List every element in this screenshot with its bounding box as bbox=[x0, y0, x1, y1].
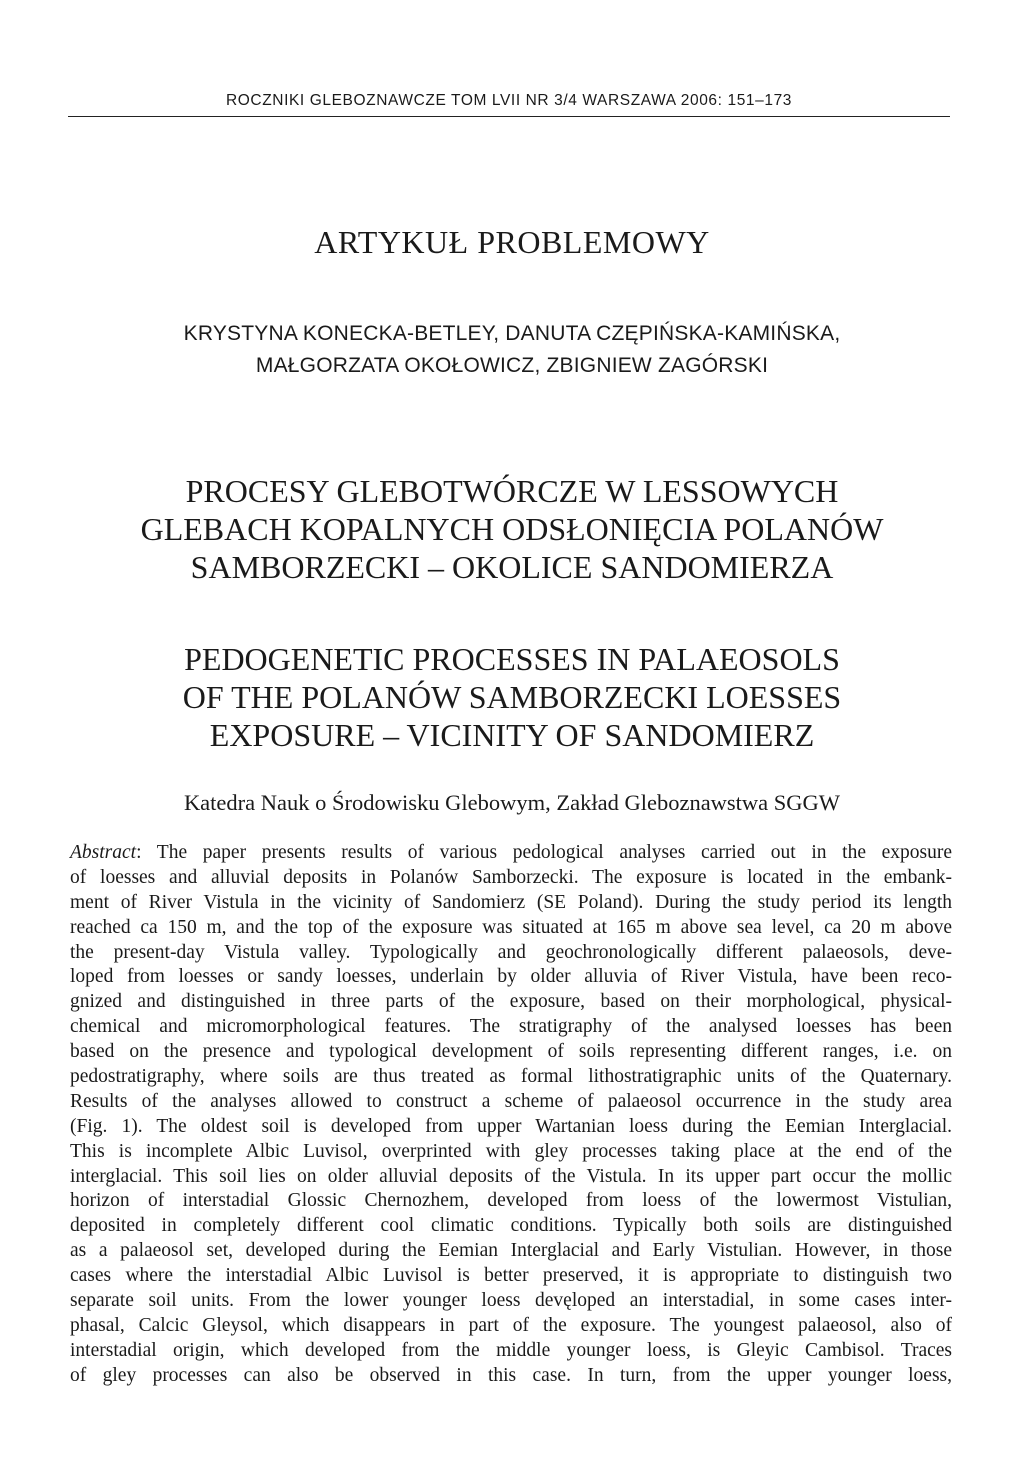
abstract-line: Results of the analyses allowed to construct a scheme of palaeosol occurrence in the study area bbox=[70, 1090, 952, 1112]
abstract-line: deposited in completely different cool climatic conditions. Typically both soils are distinguished bbox=[70, 1215, 952, 1237]
abstract-line: gnized and distinguished in three parts of the exposure, based on their morphological, physical- bbox=[70, 991, 952, 1013]
abstract-label: Abstract bbox=[70, 842, 137, 863]
running-header: ROCZNIKI GLEBOZNAWCZE TOM LVII NR 3/4 WARSZAWA 2006: 151–173 bbox=[225, 92, 793, 109]
title-polish-line-1: PROCESY GLEBOTWÓRCZE W LESSOWYCH bbox=[185, 473, 839, 509]
abstract-line: of loesses and alluvial deposits in Polanów Samborzecki. The exposure is located in the embank- bbox=[70, 866, 952, 888]
abstract bbox=[70, 841, 952, 1389]
affiliation: Katedra Nauk o Środowisku Glebowym, Zakład Gleboznawstwa SGGW bbox=[183, 790, 841, 815]
header-rule bbox=[68, 116, 950, 117]
title-polish-line-2: GLEBACH KOPALNYCH ODSŁONIĘCIA POLANÓW bbox=[140, 511, 884, 547]
title-english-line-3: EXPOSURE – VICINITY OF SANDOMIERZ bbox=[209, 717, 815, 753]
abstract-line: pedostratigraphy, where soils are thus treated as formal lithostratigraphic units of the Quaternary. bbox=[70, 1066, 952, 1088]
abstract-line: of gley processes can also be observed in this case. In turn, from the upper younger loess, bbox=[70, 1364, 952, 1386]
abstract-line: (Fig. 1). The oldest soil is developed from upper Wartanian loess during the Eemian Interglacial. bbox=[70, 1115, 952, 1137]
title-english bbox=[60, 640, 964, 754]
title-polish-line-3: SAMBORZECKI – OKOLICE SANDOMIERZA bbox=[190, 549, 834, 585]
abstract-line: based on the presence and typological development of soils representing different ranges, i.e. on bbox=[70, 1041, 952, 1063]
title-polish bbox=[60, 472, 964, 586]
abstract-line: the present-day Vistula valley. Typologically and geochronologically different palaeosols, deve- bbox=[70, 941, 952, 963]
abstract-line: ment of River Vistula in the vicinity of Sandomierz (SE Poland). During the study period its length bbox=[70, 891, 952, 913]
abstract-line: chemical and micromorphological features. The stratigraphy of the analysed loesses has been bbox=[70, 1016, 952, 1038]
authors bbox=[60, 318, 964, 382]
authors-line-2: MAŁGORZATA OKOŁOWICZ, ZBIGNIEW ZAGÓRSKI bbox=[255, 354, 769, 377]
abstract-line: horizon of interstadial Glossic Chernozhem, developed from loess of the lowermost Vistulian, bbox=[70, 1190, 952, 1212]
abstract-line: interglacial. This soil lies on older alluvial deposits of the Vistula. In its upper part occur the mollic bbox=[70, 1165, 952, 1187]
abstract-line: phasal, Calcic Gleysol, which disappears in part of the exposure. The youngest palaeosol, also of bbox=[70, 1314, 952, 1336]
abstract-line: as a palaeosol set, developed during the Eemian Interglacial and Early Vistulian. However, in those bbox=[70, 1240, 952, 1262]
abstract-line: This is incomplete Albic Luvisol, overprinted with gley processes taking place at the end of the bbox=[70, 1140, 952, 1162]
abstract-line: interstadial origin, which developed from the middle younger loess, is Gleyic Cambisol. Traces bbox=[70, 1339, 952, 1361]
abstract-line: cases where the interstadial Albic Luvisol is better preserved, it is appropriate to distinguish two bbox=[70, 1265, 952, 1287]
abstract-line: separate soil units. From the lower younger loess devęloped an interstadial, in some cases inter- bbox=[70, 1290, 952, 1312]
title-english-line-1: PEDOGENETIC PROCESSES IN PALAEOSOLS bbox=[184, 641, 840, 677]
article-type: ARTYKUŁ PROBLEMOWY bbox=[314, 224, 710, 260]
abstract-line: loped from loesses or sandy loesses, underlain by older alluvia of River Vistula, have been reco- bbox=[70, 966, 952, 988]
title-english-line-2: OF THE POLANÓW SAMBORZECKI LOESSES bbox=[182, 679, 842, 715]
abstract-line: Abstract: The paper presents results of various pedological analyses carried out in the exposure bbox=[70, 842, 952, 863]
authors-line-1: KRYSTYNA KONECKA-BETLEY, DANUTA CZĘPIŃSKA-KAMIŃSKA, bbox=[183, 322, 841, 345]
abstract-line: reached ca 150 m, and the top of the exposure was situated at 165 m above sea level, ca 20 m above bbox=[70, 916, 952, 938]
